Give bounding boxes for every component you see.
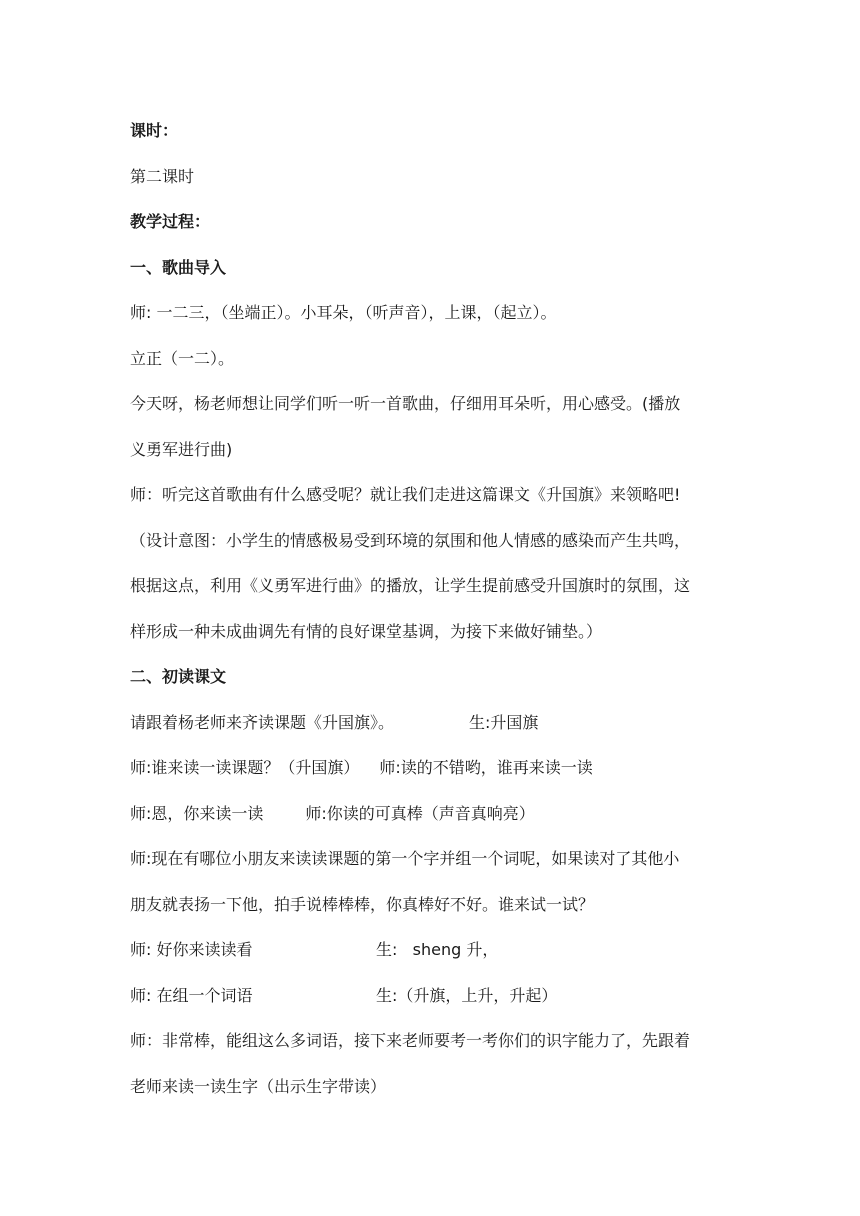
teacher-text: 师: 在组一个词语 <box>130 985 253 1005</box>
teacher-text: 师:恩，你来读一读 <box>130 803 264 823</box>
heading-first-reading: 二、初读课文 <box>130 667 227 686</box>
paragraph-line: 今天呀，杨老师想让同学们听一听一首歌曲，仔细用耳朵听，用心感受。(播放 <box>130 394 681 413</box>
paragraph-line: （设计意图：小学生的情感极易受到环境的氛围和他人情感的感染而产生共鸣， <box>130 530 691 550</box>
teacher-text: 师:谁来读一读课题？（升国旗） <box>130 758 360 777</box>
paragraph-line: 师:现在有哪位小朋友来读读课题的第一个字并组一个词呢，如果读对了其他小 <box>130 849 680 868</box>
dialogue-line <box>130 973 740 1019</box>
paragraph-line: 立正（一二）。 <box>130 348 235 368</box>
paragraph-line: 师：非常棒，能组这么多词语，接下来老师要考一考你们的识字能力了，先跟着 <box>130 1031 691 1050</box>
dialogue-line <box>130 700 740 746</box>
teacher-text-2: 师:读的不错哟，谁再来读一读 <box>379 758 593 777</box>
dialogue-line <box>130 745 740 791</box>
teacher-text: 请跟着杨老师来齐读课题《升国旗》。 <box>130 712 395 732</box>
dialogue-line <box>130 791 740 837</box>
student-text: 生:升国旗 <box>469 712 539 732</box>
document-page <box>130 108 740 1109</box>
teacher-text: 师: 好你来读读看 <box>130 940 253 959</box>
paragraph-line: 根据这点，利用《义勇军进行曲》的播放，让学生提前感受升国旗时的氛围，这 <box>130 576 691 595</box>
class-hours-value: 第二课时 <box>130 166 195 186</box>
student-text: 生: sheng 升， <box>376 940 499 959</box>
paragraph-line: 师: 一二三，（坐端正）。小耳朵，（听声音），上课，（起立）。 <box>130 303 557 322</box>
teacher-text-2: 师:你读的可真棒（声音真响亮） <box>305 803 535 823</box>
student-text: 生:（升旗，上升，升起） <box>376 985 558 1005</box>
paragraph-line: 义勇军进行曲) <box>130 439 233 459</box>
paragraph-line: 老师来读一读生字（出示生字带读） <box>130 1076 387 1096</box>
paragraph-line: 朋友就表扬一下他，拍手说棒棒棒，你真棒好不好。谁来试一试？ <box>130 894 595 914</box>
section-label-class-hours: 课时： <box>130 121 179 140</box>
paragraph-line: 样形成一种未成曲调先有情的良好课堂基调，为接下来做好铺垫。） <box>130 621 603 641</box>
paragraph-line: 师：听完这首歌曲有什么感受呢？就让我们走进这篇课文《升国旗》来领略吧! <box>130 485 681 504</box>
section-label-teaching-process: 教学过程： <box>130 212 211 231</box>
heading-song-intro: 一、歌曲导入 <box>130 257 227 277</box>
dialogue-line <box>130 927 740 973</box>
